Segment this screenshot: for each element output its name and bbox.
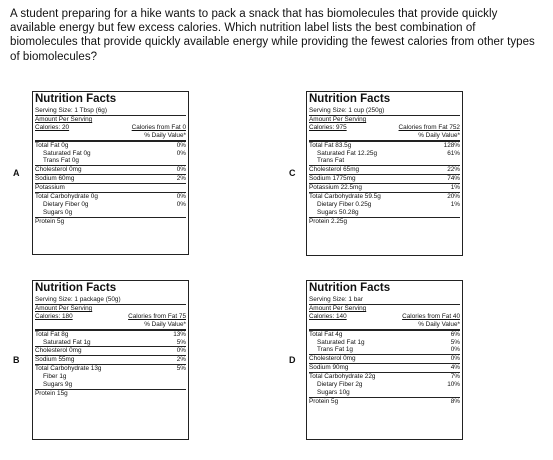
nutrient-row (309, 184, 460, 193)
serving-size: Serving Size: 1 Tbsp (6g) (35, 107, 186, 116)
nutrient-dv: 6% (450, 330, 460, 338)
amount-per-serving: Amount Per Serving (35, 115, 93, 123)
nutrient-dv: 7% (450, 373, 460, 381)
nutrient-row (35, 150, 186, 158)
calories-row (309, 124, 460, 132)
nutrient-row (35, 339, 186, 348)
calories-row (309, 313, 460, 321)
question-text: A student preparing for a hike wants to pack a snack that has biomolecules that provide quickly available energy but few excess calories. Which nutrition label lists the best combination of biomolecules that provide quickly available energy while providing the fewest calories from other types of biomolecules? (10, 8, 535, 63)
calories-row (35, 124, 186, 132)
nutrient-name: Total Fat 0g (35, 141, 69, 149)
nutrient-dv: 0% (176, 193, 186, 201)
serving-size: Serving Size: 1 package (50g) (35, 296, 186, 305)
nutrient-name: Sodium 1775mg (309, 175, 356, 183)
nutrient-name: Total Fat 83.5g (309, 141, 352, 149)
nutrient-name: Cholesterol 0mg (35, 166, 82, 174)
nutrition-label-a (32, 91, 189, 255)
nutrient-row (35, 381, 186, 390)
nutrient-row (309, 389, 460, 398)
nutrient-row (309, 150, 460, 158)
nutrient-name: Cholesterol 0mg (309, 355, 356, 363)
serving-size: Serving Size: 1 cup (250g) (309, 107, 460, 116)
nutrient-dv: 8% (450, 397, 460, 405)
nutrient-dv: 10% (447, 381, 460, 389)
label-title: Nutrition Facts (309, 282, 391, 294)
nutrient-row (309, 193, 460, 201)
amount-per-serving: Amount Per Serving (35, 304, 93, 312)
nutrient-row (309, 398, 460, 406)
daily-value-header: % Daily Value* (309, 132, 460, 142)
nutrient-dv: 0% (450, 355, 460, 363)
nutrient-dv: 0% (176, 347, 186, 355)
nutrient-name: Trans Fat 0g (43, 157, 79, 165)
nutrient-name: Protein 15g (35, 389, 68, 397)
nutrient-row (35, 166, 186, 175)
nutrient-dv: 0% (176, 200, 186, 208)
nutrient-dv: 0% (176, 149, 186, 157)
nutrient-name: Total Carbohydrate 59.5g (309, 193, 381, 201)
nutrient-row (309, 381, 460, 389)
nutrient-dv: 0% (176, 166, 186, 174)
label-title: Nutrition Facts (309, 93, 391, 105)
nutrient-row (309, 373, 460, 381)
nutrient-name: Saturated Fat 1g (43, 338, 91, 346)
calories-from-fat: Calories from Fat 75 (128, 312, 186, 320)
calories-row (35, 313, 186, 321)
nutrient-dv: 13% (173, 330, 186, 338)
nutrient-row (35, 175, 186, 184)
nutrient-dv: 2% (176, 356, 186, 364)
nutrient-name: Sugars 50.28g (317, 208, 359, 216)
nutrient-row (309, 339, 460, 347)
nutrient-row (309, 157, 460, 166)
nutrient-dv: 2% (176, 175, 186, 183)
nutrient-name: Cholesterol 65mg (309, 166, 360, 174)
nutrient-name: Dietary Fiber 0g (43, 200, 89, 208)
nutrient-row (309, 331, 460, 339)
calories: Calories: 975 (309, 123, 347, 131)
calories: Calories: 180 (35, 312, 73, 320)
nutrient-row (35, 157, 186, 166)
nutrient-name: Sugars 9g (43, 381, 73, 389)
nutrient-name: Potassium 22.5mg (309, 184, 362, 192)
nutrition-label-d (306, 280, 463, 440)
daily-value-header: % Daily Value* (35, 132, 186, 142)
option-letter-d: D (289, 355, 296, 365)
nutrient-row (309, 201, 460, 209)
nutrient-dv: 128% (443, 141, 460, 149)
nutrient-name: Protein 5g (35, 217, 65, 225)
serving-size: Serving Size: 1 bar (309, 296, 460, 305)
nutrient-name: Total Carbohydrate 22g (309, 373, 376, 381)
nutrient-name: Total Carbohydrate 13g (35, 365, 102, 373)
nutrient-row (35, 142, 186, 150)
nutrient-row (35, 184, 186, 193)
nutrient-name: Sugars 10g (317, 388, 350, 396)
nutrient-row (35, 373, 186, 381)
nutrient-row (35, 201, 186, 209)
nutrient-name: Sodium 90mg (309, 364, 349, 372)
nutrient-name: Sodium 60mg (35, 175, 75, 183)
calories: Calories: 20 (35, 123, 70, 131)
nutrient-dv: 0% (176, 141, 186, 149)
label-title: Nutrition Facts (35, 282, 117, 294)
nutrient-name: Protein 5g (309, 397, 339, 405)
nutrient-row (35, 193, 186, 201)
nutrient-row (309, 209, 460, 218)
nutrient-name: Total Carbohydrate 0g (35, 193, 98, 201)
nutrient-name: Cholesterol 0mg (35, 347, 82, 355)
nutrient-name: Sugars 0g (43, 208, 73, 216)
nutrient-dv: 5% (176, 338, 186, 346)
nutrient-row (309, 142, 460, 150)
nutrient-dv: 61% (447, 149, 460, 157)
daily-value-header: % Daily Value* (35, 321, 186, 331)
nutrient-name: Total Fat 8g (35, 330, 69, 338)
calories: Calories: 140 (309, 312, 347, 320)
nutrient-row (309, 355, 460, 364)
nutrient-row (35, 347, 186, 356)
nutrient-row (309, 218, 460, 226)
nutrition-label-c (306, 91, 463, 256)
nutrient-name: Trans Fat (317, 157, 345, 165)
nutrient-dv: 0% (450, 346, 460, 354)
nutrient-name: Fiber 1g (43, 373, 67, 381)
option-letter-a: A (13, 168, 20, 178)
nutrient-row (35, 331, 186, 339)
nutrition-label-b (32, 280, 189, 440)
nutrient-dv: 4% (450, 364, 460, 372)
nutrient-row (309, 346, 460, 355)
nutrient-row (309, 364, 460, 373)
nutrient-dv: 5% (176, 365, 186, 373)
nutrient-dv: 1% (450, 200, 460, 208)
nutrient-name: Sodium 55mg (35, 356, 75, 364)
nutrient-row (35, 390, 186, 398)
nutrient-row (35, 365, 186, 373)
nutrient-name: Potassium (35, 184, 65, 192)
calories-from-fat: Calories from Fat 0 (131, 123, 186, 131)
option-letter-c: C (289, 168, 296, 178)
calories-from-fat: Calories from Fat 752 (398, 123, 460, 131)
nutrient-dv: 22% (447, 166, 460, 174)
calories-from-fat: Calories from Fat 40 (402, 312, 460, 320)
nutrient-name: Saturated Fat 1g (317, 338, 365, 346)
nutrient-row (309, 175, 460, 184)
nutrient-name: Dietary Fiber 2g (317, 381, 363, 389)
nutrient-row (35, 356, 186, 365)
nutrient-row (35, 218, 186, 226)
nutrient-name: Saturated Fat 0g (43, 149, 91, 157)
amount-per-serving: Amount Per Serving (309, 115, 367, 123)
nutrient-name: Trans Fat 1g (317, 346, 353, 354)
amount-per-serving: Amount Per Serving (309, 304, 367, 312)
nutrient-name: Saturated Fat 12.25g (317, 149, 378, 157)
nutrient-dv: 20% (447, 193, 460, 201)
daily-value-header: % Daily Value* (309, 321, 460, 331)
nutrient-name: Protein 2.25g (309, 217, 348, 225)
nutrient-dv: 74% (447, 175, 460, 183)
nutrient-dv: 5% (450, 338, 460, 346)
nutrient-name: Dietary Fiber 0.25g (317, 200, 372, 208)
nutrient-dv: 1% (450, 184, 460, 192)
option-letter-b: B (13, 355, 20, 365)
nutrient-name: Total Fat 4g (309, 330, 343, 338)
nutrient-row (309, 166, 460, 175)
label-title: Nutrition Facts (35, 93, 117, 105)
nutrient-row (35, 209, 186, 218)
